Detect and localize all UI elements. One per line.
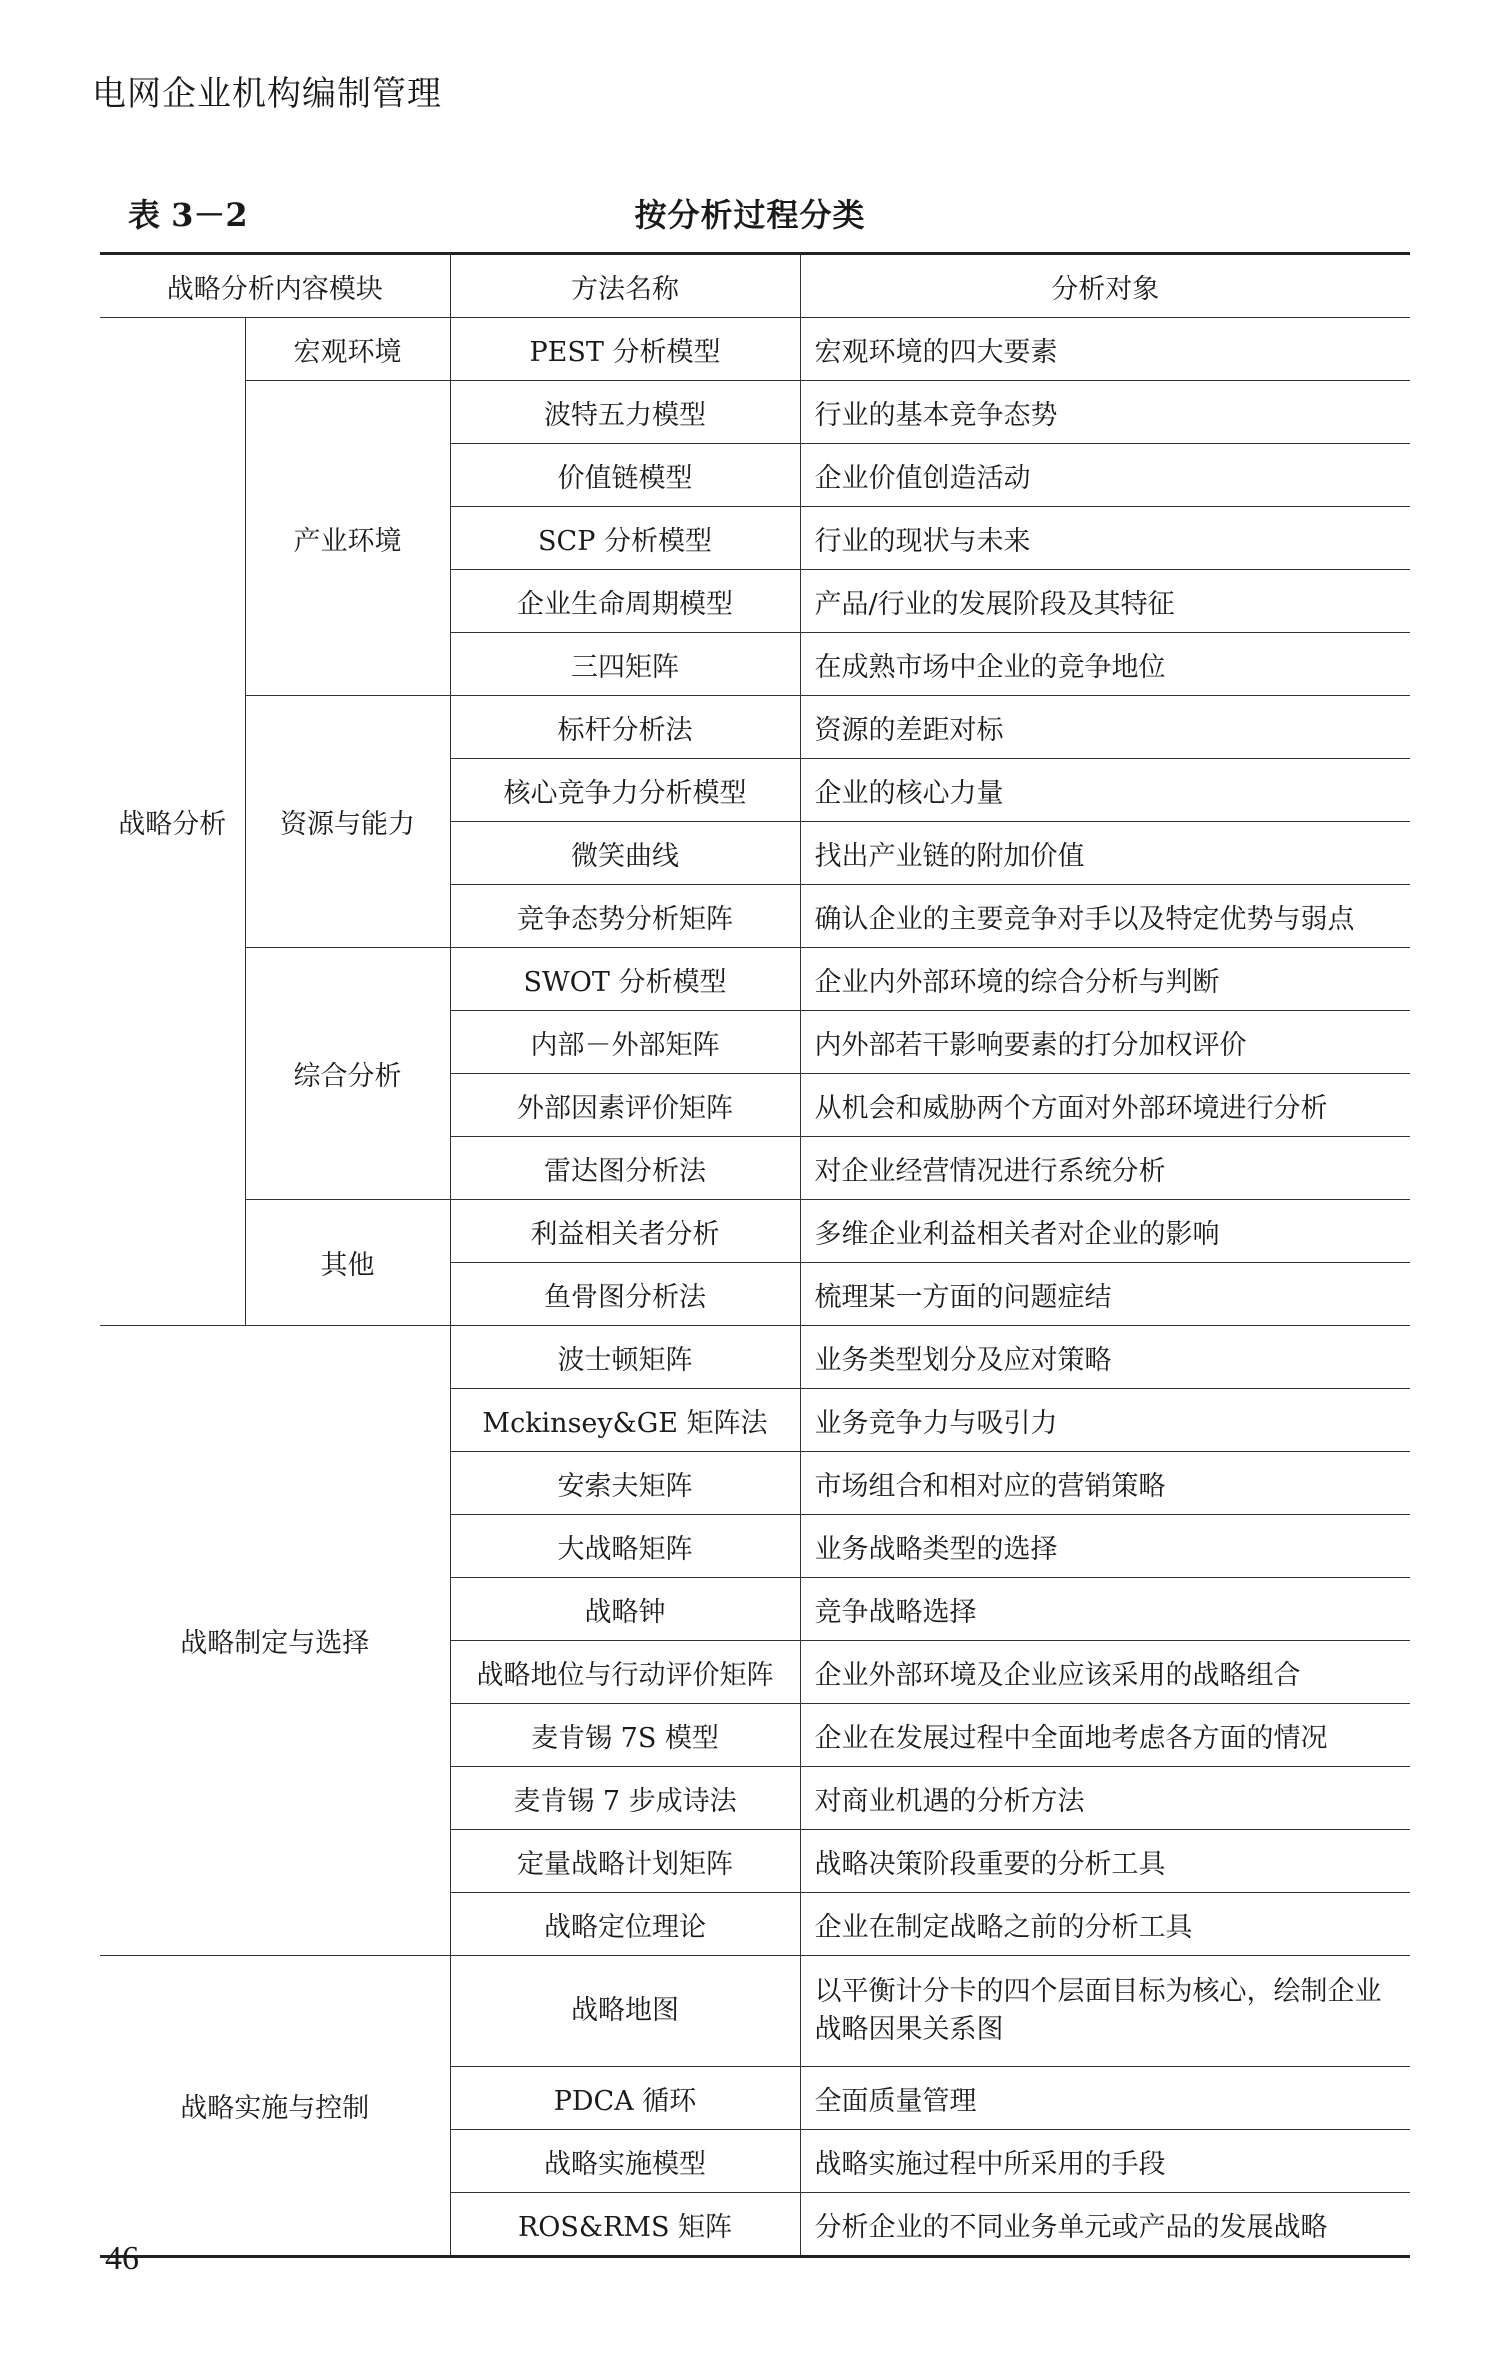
- method-cell: Mckinsey&GE 矩阵法: [450, 1389, 800, 1452]
- method-cell: 定量战略计划矩阵: [450, 1830, 800, 1893]
- method-cell: 内部－外部矩阵: [450, 1011, 800, 1074]
- method-cell: 波士顿矩阵: [450, 1326, 800, 1389]
- object-cell: 宏观环境的四大要素: [800, 318, 1410, 381]
- group-resources: 资源与能力: [245, 696, 450, 948]
- method-cell: SWOT 分析模型: [450, 948, 800, 1011]
- method-cell: 三四矩阵: [450, 633, 800, 696]
- method-cell: 战略实施模型: [450, 2130, 800, 2193]
- object-cell: 确认企业的主要竞争对手以及特定优势与弱点: [800, 885, 1410, 948]
- method-cell: 利益相关者分析: [450, 1200, 800, 1263]
- table-row: [100, 1956, 1410, 2067]
- object-cell: 行业的现状与未来: [800, 507, 1410, 570]
- classification-table: [100, 252, 1410, 2258]
- method-cell: 微笑曲线: [450, 822, 800, 885]
- table-row: [100, 1326, 1410, 1389]
- table-header-row: [100, 254, 1410, 318]
- method-cell: 战略地位与行动评价矩阵: [450, 1641, 800, 1704]
- method-cell: 战略定位理论: [450, 1893, 800, 1956]
- method-cell: 大战略矩阵: [450, 1515, 800, 1578]
- method-cell: 麦肯锡 7 步成诗法: [450, 1767, 800, 1830]
- object-cell: 业务战略类型的选择: [800, 1515, 1410, 1578]
- object-cell: 业务竞争力与吸引力: [800, 1389, 1410, 1452]
- object-cell: 梳理某一方面的问题症结: [800, 1263, 1410, 1326]
- method-cell: 外部因素评价矩阵: [450, 1074, 800, 1137]
- object-cell: 行业的基本竞争态势: [800, 381, 1410, 444]
- table-row: [100, 318, 1410, 381]
- method-cell: 核心竞争力分析模型: [450, 759, 800, 822]
- method-cell: 麦肯锡 7S 模型: [450, 1704, 800, 1767]
- group-synthesis: 综合分析: [245, 948, 450, 1200]
- object-cell: 企业内外部环境的综合分析与判断: [800, 948, 1410, 1011]
- method-cell: 标杆分析法: [450, 696, 800, 759]
- column-header-object: 分析对象: [800, 254, 1410, 318]
- column-header-method: 方法名称: [450, 254, 800, 318]
- object-cell: 在成熟市场中企业的竞争地位: [800, 633, 1410, 696]
- object-cell: 企业在制定战略之前的分析工具: [800, 1893, 1410, 1956]
- object-cell: 战略实施过程中所采用的手段: [800, 2130, 1410, 2193]
- object-cell: 对企业经营情况进行系统分析: [800, 1137, 1410, 1200]
- table-row: [100, 948, 1410, 1011]
- table-row: [100, 381, 1410, 444]
- object-cell: 资源的差距对标: [800, 696, 1410, 759]
- object-cell: 多维企业利益相关者对企业的影响: [800, 1200, 1410, 1263]
- group-macro: 宏观环境: [245, 318, 450, 381]
- section-strategy-formulation: 战略制定与选择: [100, 1326, 450, 1956]
- object-cell: 从机会和威胁两个方面对外部环境进行分析: [800, 1074, 1410, 1137]
- method-cell: 战略地图: [450, 1956, 800, 2067]
- object-cell: 企业价值创造活动: [800, 444, 1410, 507]
- object-cell: 全面质量管理: [800, 2067, 1410, 2130]
- object-cell: 找出产业链的附加价值: [800, 822, 1410, 885]
- object-cell: 内外部若干影响要素的打分加权评价: [800, 1011, 1410, 1074]
- object-cell: 产品/行业的发展阶段及其特征: [800, 570, 1410, 633]
- table-title: 按分析过程分类: [634, 196, 866, 234]
- page-number: 46: [105, 2240, 139, 2277]
- object-cell: 企业的核心力量: [800, 759, 1410, 822]
- object-cell: 分析企业的不同业务单元或产品的发展战略: [800, 2193, 1410, 2257]
- object-cell: 竞争战略选择: [800, 1578, 1410, 1641]
- object-cell: 业务类型划分及应对策略: [800, 1326, 1410, 1389]
- method-cell: 企业生命周期模型: [450, 570, 800, 633]
- group-industry: 产业环境: [245, 381, 450, 696]
- running-header: 电网企业机构编制管理: [92, 74, 442, 114]
- object-cell: 企业外部环境及企业应该采用的战略组合: [800, 1641, 1410, 1704]
- column-header-module: 战略分析内容模块: [100, 254, 450, 318]
- method-cell: 安索夫矩阵: [450, 1452, 800, 1515]
- object-cell: 战略决策阶段重要的分析工具: [800, 1830, 1410, 1893]
- method-cell: PDCA 循环: [450, 2067, 800, 2130]
- method-cell: 雷达图分析法: [450, 1137, 800, 1200]
- method-cell: 价值链模型: [450, 444, 800, 507]
- table-row: [100, 1200, 1410, 1263]
- method-cell: PEST 分析模型: [450, 318, 800, 381]
- object-cell: 对商业机遇的分析方法: [800, 1767, 1410, 1830]
- section-strategy-analysis: 战略分析: [100, 318, 245, 1326]
- table-label: 表 3－2: [128, 196, 248, 234]
- object-cell: 企业在发展过程中全面地考虑各方面的情况: [800, 1704, 1410, 1767]
- method-cell: 战略钟: [450, 1578, 800, 1641]
- method-cell: ROS&RMS 矩阵: [450, 2193, 800, 2257]
- group-other: 其他: [245, 1200, 450, 1326]
- method-cell: 波特五力模型: [450, 381, 800, 444]
- object-cell: 以平衡计分卡的四个层面目标为核心，绘制企业战略因果关系图: [800, 1956, 1410, 2067]
- table-row: [100, 696, 1410, 759]
- method-cell: 鱼骨图分析法: [450, 1263, 800, 1326]
- method-cell: SCP 分析模型: [450, 507, 800, 570]
- method-cell: 竞争态势分析矩阵: [450, 885, 800, 948]
- object-cell: 市场组合和相对应的营销策略: [800, 1452, 1410, 1515]
- section-strategy-implementation: 战略实施与控制: [100, 1956, 450, 2257]
